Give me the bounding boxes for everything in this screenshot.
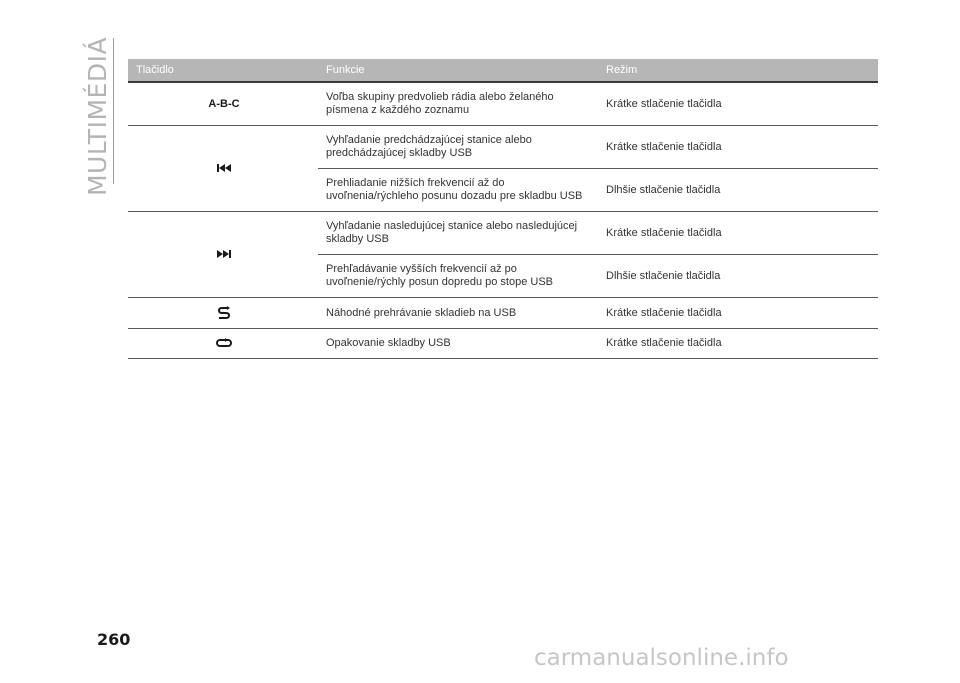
abc-button-label: A-B-C bbox=[128, 82, 318, 126]
section-title bbox=[83, 36, 113, 196]
repeat-button-cell bbox=[128, 329, 318, 359]
repeat-icon bbox=[216, 338, 232, 348]
mode-cell: Krátke stlačenie tlačidla bbox=[598, 329, 878, 359]
function-cell: Vyhľadanie predchádzajúcej stanice alebo predchádzajúcej skladby USB bbox=[318, 126, 598, 169]
header-button: Tlačidlo bbox=[128, 59, 318, 82]
skip-previous-icon bbox=[217, 164, 231, 172]
table-header-row bbox=[128, 59, 878, 82]
mode-cell: Krátke stlačenie tlačidla bbox=[598, 82, 878, 126]
mode-cell: Krátke stlačenie tlačidla bbox=[598, 298, 878, 329]
header-mode: Režim bbox=[598, 59, 878, 82]
function-cell: Prehľadávanie vyšších frekvencií až po uvoľnenie/rýchly posun dopredu po stope USB bbox=[318, 255, 598, 298]
function-cell: Opakovanie skladby USB bbox=[318, 329, 598, 359]
function-cell: Vyhľadanie nasledujúcej stanice alebo nasledujúcej skladby USB bbox=[318, 212, 598, 255]
table-row bbox=[128, 298, 878, 329]
table-row bbox=[128, 212, 878, 255]
table-row bbox=[128, 329, 878, 359]
shuffle-icon bbox=[217, 306, 231, 320]
table-row bbox=[128, 126, 878, 169]
shuffle-button-cell bbox=[128, 298, 318, 329]
mode-cell: Dlhšie stlačenie tlačidla bbox=[598, 169, 878, 212]
table-row bbox=[128, 82, 878, 126]
button-functions-table bbox=[128, 59, 878, 359]
header-function: Funkcie bbox=[318, 59, 598, 82]
section-title-text: MULTIMÉDIÁ bbox=[83, 36, 113, 196]
function-cell: Prehliadanie nižších frekvencií až do uvoľnenia/rýchleho posunu dozadu pre skladbu USB bbox=[318, 169, 598, 212]
function-cell: Voľba skupiny predvolieb rádia alebo želaného písmena z každého zoznamu bbox=[318, 82, 598, 126]
mode-cell: Dlhšie stlačenie tlačidla bbox=[598, 255, 878, 298]
watermark: carmanualsonline.info bbox=[534, 645, 789, 671]
section-divider bbox=[113, 38, 114, 184]
mode-cell: Krátke stlačenie tlačidla bbox=[598, 212, 878, 255]
skip-next-icon bbox=[217, 250, 231, 258]
next-button-cell bbox=[128, 212, 318, 298]
page-number: 260 bbox=[97, 630, 131, 649]
previous-button-cell bbox=[128, 126, 318, 212]
function-cell: Náhodné prehrávanie skladieb na USB bbox=[318, 298, 598, 329]
mode-cell: Krátke stlačenie tlačidla bbox=[598, 126, 878, 169]
